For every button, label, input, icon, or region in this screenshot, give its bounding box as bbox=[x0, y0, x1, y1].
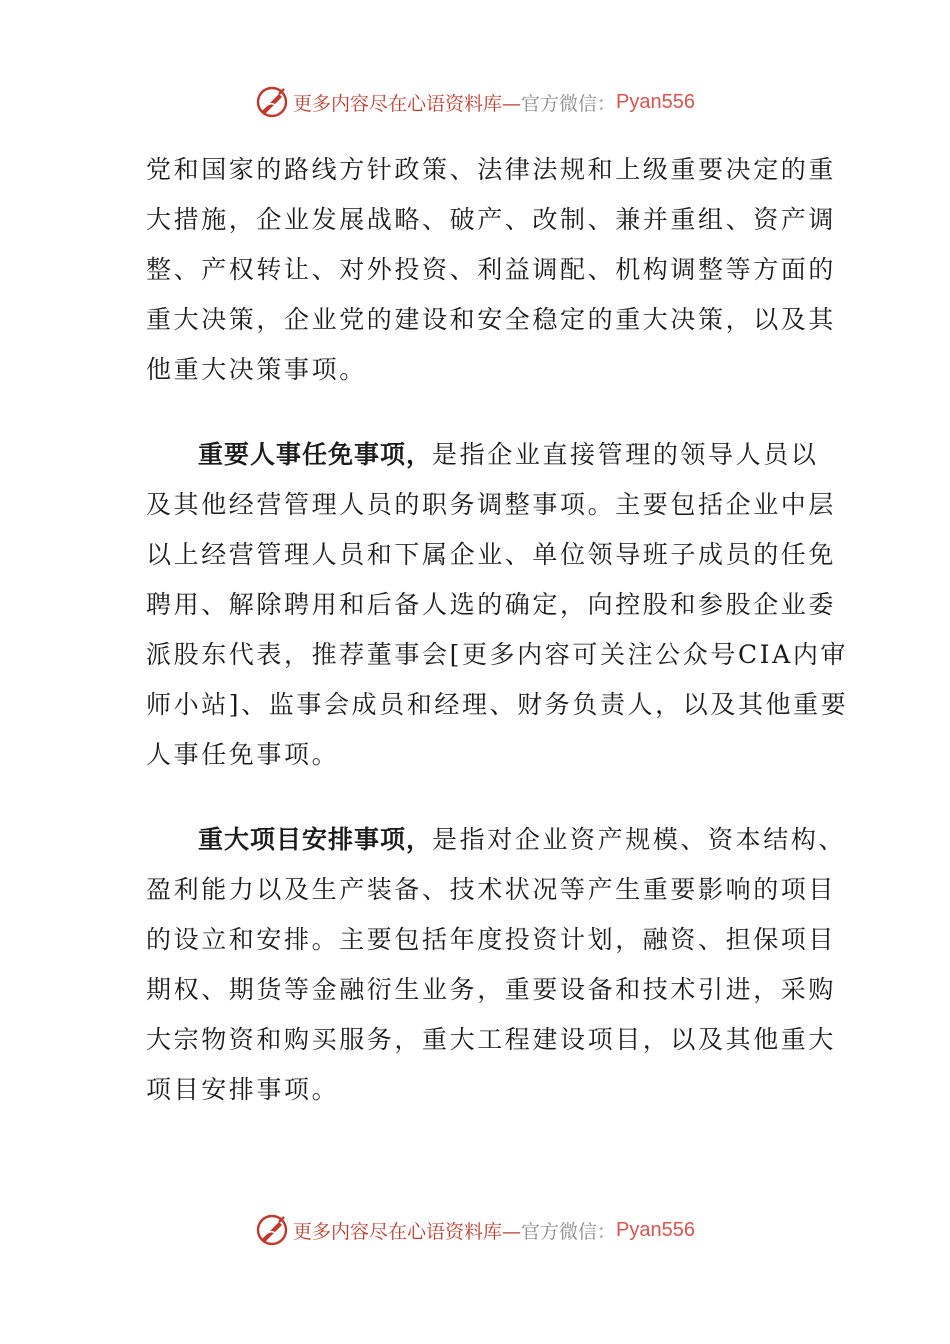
paragraph-decision-matters bbox=[146, 145, 837, 395]
footer-banner bbox=[0, 1210, 950, 1250]
banner-wechat-label: 官方微信： bbox=[521, 1220, 617, 1243]
text-line: 重大决策，企业党的建设和安全稳定的重大决策，以及其 bbox=[146, 305, 837, 334]
text-line: 派股东代表，推荐董事会[更多内容可关注公众号CIA内审 bbox=[146, 640, 849, 669]
text-line: 期权、期货等金融衍生业务，重要设备和技术引进，采购 bbox=[146, 975, 837, 1004]
text-line: 及其他经营管理人员的职务调整事项。主要包括企业中层 bbox=[146, 490, 837, 519]
paragraph-major-projects bbox=[146, 815, 847, 1115]
text-line: 盈利能力以及生产装备、技术状况等产生重要影响的项目 bbox=[146, 875, 837, 904]
text-line: 大措施，企业发展战略、破产、改制、兼并重组、资产调 bbox=[146, 205, 837, 234]
paragraph-heading: 重大项目安排事项， bbox=[198, 825, 433, 854]
text-line: 党和国家的路线方针政策、法律法规和上级重要决定的重 bbox=[146, 155, 837, 184]
text-line: 大宗物资和购买服务，重大工程建设项目，以及其他重大 bbox=[146, 1025, 837, 1054]
text-line: 以上经营管理人员和下属企业、单位领导班子成员的任免 bbox=[146, 540, 837, 569]
pen-logo-icon bbox=[255, 85, 289, 119]
banner-wechat-id: Pyan556 bbox=[616, 1218, 695, 1241]
text-line: 的设立和安排。主要包括年度投资计划，融资、担保项目 bbox=[146, 925, 837, 954]
text-line: 他重大决策事项。 bbox=[146, 355, 367, 384]
text-span: 是指企业直接管理的领导人员以 bbox=[432, 440, 819, 469]
banner-text: 更多内容尽在心语资料库— bbox=[293, 92, 522, 115]
paragraph-personnel-appointments bbox=[146, 430, 849, 780]
text-span: 是指对企业资产规模、资本结构、 bbox=[432, 825, 847, 854]
pen-logo-icon bbox=[255, 1213, 289, 1247]
banner-wechat-label: 官方微信： bbox=[521, 92, 617, 115]
header-banner bbox=[0, 82, 950, 122]
banner-wechat-id: Pyan556 bbox=[616, 90, 695, 113]
text-line: 师小站]、监事会成员和经理、财务负责人，以及其他重要 bbox=[146, 690, 849, 719]
text-line-first bbox=[146, 815, 847, 865]
text-line: 项目安排事项。 bbox=[146, 1075, 340, 1104]
text-line: 聘用、解除聘用和后备人选的确定，向控股和参股企业委 bbox=[146, 590, 837, 619]
paragraph-heading: 重要人事任免事项， bbox=[198, 440, 433, 469]
text-line-first bbox=[146, 430, 819, 480]
text-line: 整、产权转让、对外投资、利益调配、机构调整等方面的 bbox=[146, 255, 837, 284]
text-line: 人事任免事项。 bbox=[146, 740, 340, 769]
banner-text: 更多内容尽在心语资料库— bbox=[293, 1220, 522, 1243]
